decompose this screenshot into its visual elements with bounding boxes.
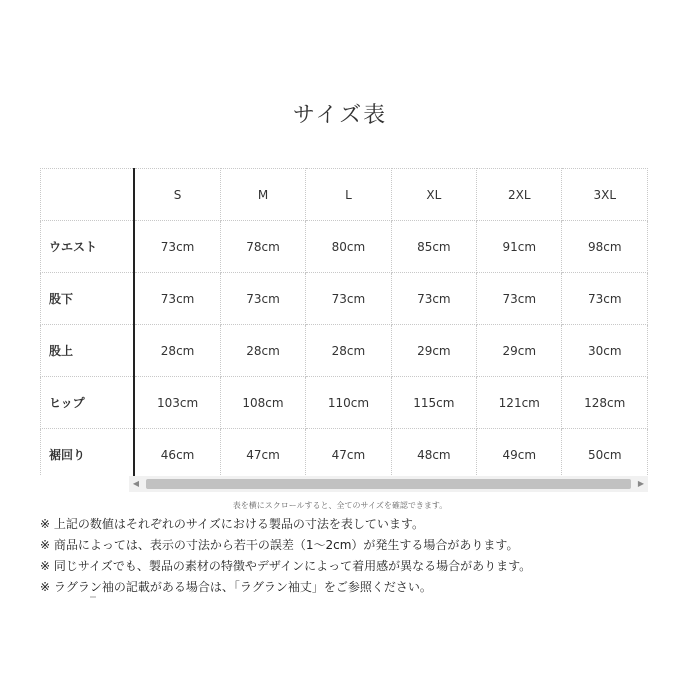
measure-cell: 30cm (562, 325, 648, 377)
measure-cell: 50cm (562, 429, 648, 477)
scroll-left-arrow-icon[interactable]: ◀ (132, 479, 140, 488)
table-row-rise (41, 325, 648, 377)
measure-cell: 98cm (562, 221, 648, 273)
table-row-waist (41, 221, 648, 273)
corner-cell (41, 169, 135, 221)
size-header-cell: M (220, 169, 305, 221)
divider-mark (90, 596, 96, 598)
scroll-hint: 表を横にスクロールすると、全てのサイズを確認できます。 (232, 501, 448, 510)
measure-cell: 73cm (220, 273, 305, 325)
note-item: ※ 同じサイズでも、製品の素材の特徴やデザインによって着用感が異なる場合があります。 (40, 559, 532, 573)
measure-cell: 28cm (220, 325, 305, 377)
measure-cell: 73cm (562, 273, 648, 325)
measure-cell: 73cm (306, 273, 391, 325)
table-row-hem (41, 429, 648, 477)
row-label: ヒップ (41, 377, 135, 429)
page-title: サイズ表 (292, 103, 388, 128)
measure-cell: 47cm (306, 429, 391, 477)
measure-cell: 128cm (562, 377, 648, 429)
measure-cell: 48cm (391, 429, 476, 477)
measure-cell: 47cm (220, 429, 305, 477)
measure-cell: 73cm (134, 221, 220, 273)
scroll-right-arrow-icon[interactable]: ▶ (637, 479, 645, 488)
size-header-cell: XL (391, 169, 476, 221)
measure-cell: 78cm (220, 221, 305, 273)
measure-cell: 85cm (391, 221, 476, 273)
measure-cell: 108cm (220, 377, 305, 429)
row-label: 股上 (41, 325, 135, 377)
size-header-cell: L (306, 169, 391, 221)
measure-cell: 73cm (134, 273, 220, 325)
scrollbar-thumb[interactable] (146, 479, 631, 489)
measure-cell: 73cm (391, 273, 476, 325)
table-row-inseam (41, 273, 648, 325)
measure-cell: 49cm (477, 429, 562, 477)
note-item: ※ 商品によっては、表示の寸法から若干の誤差（1～2cm）が発生する場合があります。 (40, 538, 519, 552)
row-label: ウエスト (41, 221, 135, 273)
measure-cell: 28cm (306, 325, 391, 377)
size-header-cell: S (134, 169, 220, 221)
measure-cell: 29cm (477, 325, 562, 377)
measure-cell: 46cm (134, 429, 220, 477)
measure-cell: 110cm (306, 377, 391, 429)
row-label: 裾回り (41, 429, 135, 477)
measure-cell: 91cm (477, 221, 562, 273)
measure-cell: 80cm (306, 221, 391, 273)
size-header-row (41, 169, 648, 221)
measure-cell: 73cm (477, 273, 562, 325)
table-row-hip (41, 377, 648, 429)
row-label: 股下 (41, 273, 135, 325)
size-header-cell: 2XL (477, 169, 562, 221)
horizontal-scrollbar[interactable] (129, 476, 648, 492)
notes-list (40, 514, 670, 598)
measure-cell: 115cm (391, 377, 476, 429)
measure-cell: 28cm (134, 325, 220, 377)
size-table-container[interactable] (40, 168, 648, 476)
measure-cell: 103cm (134, 377, 220, 429)
measure-cell: 29cm (391, 325, 476, 377)
note-item: ※ 上記の数値はそれぞれのサイズにおける製品の寸法を表しています。 (40, 517, 424, 531)
size-table (40, 168, 648, 476)
size-header-cell: 3XL (562, 169, 648, 221)
measure-cell: 121cm (477, 377, 562, 429)
note-item: ※ ラグラン袖の記載がある場合は、「ラグラン袖丈」をご参照ください。 (40, 580, 432, 594)
